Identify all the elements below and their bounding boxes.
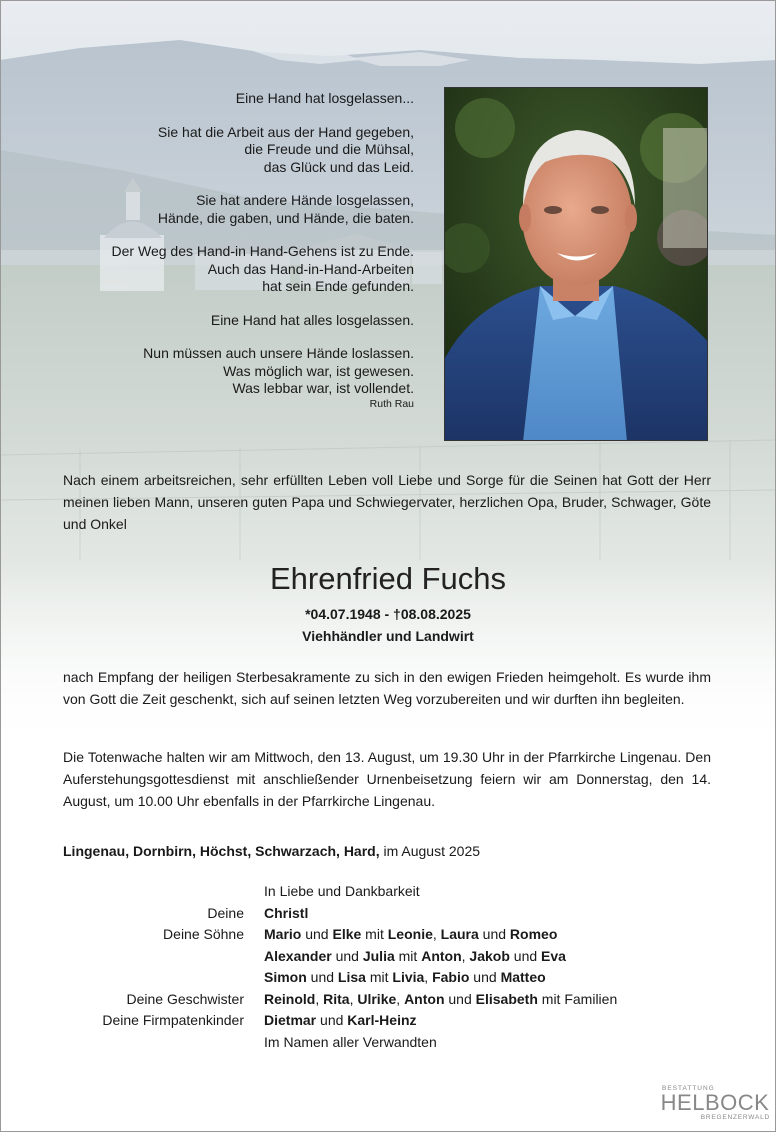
mourner-connector: und	[444, 990, 476, 1007]
mourner-connector: mit	[394, 947, 422, 964]
mourner-connector: und	[331, 947, 363, 964]
mourner-name: Eva	[541, 947, 566, 964]
mourner-connector: mit	[365, 969, 393, 985]
mourner-name: Elke	[332, 926, 362, 942]
mourner-names	[264, 1010, 417, 1032]
mourner-connector: ,	[432, 926, 441, 942]
mourner-connector: ,	[315, 990, 324, 1007]
mourner-relation: Deine Söhne	[163, 926, 244, 942]
mourner-name: Rita	[323, 990, 350, 1007]
paragraph-farewell: nach Empfang der heiligen Sterbesakramente zu sich in den ewigen Frieden heimgeholt. Es wurde ihm von Gott die Zeit geschenkt, sich auf seinen letzten Weg vorzubereiten und wir durften ihn begleiten.	[63, 669, 711, 707]
mourner-row	[0, 989, 776, 1011]
mourner-name: Mario	[264, 926, 302, 942]
deceased-name: Ehrenfried Fuchs	[269, 561, 507, 596]
mourner-name: Ulrike	[357, 990, 397, 1007]
mourner-connector: und	[469, 969, 501, 985]
poem-line: Was möglich war, ist gewesen.	[223, 362, 414, 379]
mourner-connector: ,	[349, 990, 358, 1007]
mourner-row	[0, 924, 776, 946]
mourner-name: Lisa	[337, 969, 366, 985]
paragraph-funeral-details: Die Totenwache halten wir am Mittwoch, den 13. August, um 19.30 Uhr in der Pfarrkirche Lingenau. Den Auferstehungsgottesdienst mit anschließender Urnenbeisetzung feiern wir am Donnerstag, den 14. August, um 10.00 Uhr ebenfalls in der Pfarrkirche Lingenau.	[63, 749, 711, 809]
mourner-row	[0, 967, 776, 989]
poem-stanza	[54, 345, 414, 410]
poem	[54, 90, 414, 410]
mourner-relation	[0, 946, 264, 968]
poem-line: Sie hat die Arbeit aus der Hand gegeben,	[157, 123, 414, 140]
mourners-list	[0, 881, 776, 1053]
mourner-name: Livia	[392, 969, 425, 985]
mourner-name: Christl	[264, 904, 309, 921]
mourner-name: Reinold	[264, 990, 316, 1007]
occupation: Viehhändler und Landwirt	[302, 628, 474, 644]
mourner-name: Jakob	[469, 947, 510, 964]
poem-line: das Glück und das Leid.	[263, 158, 414, 175]
poem-author: Ruth Rau	[369, 397, 414, 410]
poem-line: Der Weg des Hand-in Hand-Gehens ist zu Ende.	[111, 243, 414, 259]
mourners-opening-row	[0, 881, 776, 903]
poem-line: Was lebbar war, ist vollendet.	[232, 380, 414, 396]
poem-line: Eine Hand hat alles losgelassen.	[210, 311, 414, 328]
mourner-names	[264, 924, 557, 946]
mourner-connector: und	[306, 969, 338, 985]
mourner-name: Romeo	[509, 926, 558, 942]
poem-line: Eine Hand hat losgelassen...	[235, 90, 414, 106]
poem-line: Auch das Hand-in-Hand-Arbeiten	[207, 260, 414, 277]
mourner-relation: Deine	[207, 904, 244, 921]
poem-stanza	[54, 312, 414, 330]
mourner-row	[0, 946, 776, 968]
mourner-connector: ,	[396, 990, 405, 1007]
mourner-name: Dietmar	[264, 1012, 317, 1028]
mourner-connector: mit Familien	[537, 990, 618, 1007]
mourner-row	[0, 1010, 776, 1032]
mourner-relation	[0, 967, 264, 989]
mourner-name: Laura	[440, 926, 479, 942]
poem-stanza	[54, 124, 414, 177]
mourner-connector: und	[316, 1012, 348, 1028]
intro-text: Nach einem arbeitsreichen, sehr erfüllten Leben voll Liebe und Sorge für die Seinen hat Gott der Herr meinen lieben Mann, unseren guten Papa und Schwiegervater, herzlichen Opa, Bruder, Schwager, Göte und Onkel	[63, 472, 711, 532]
poem-line: die Freude und die Mühsal,	[244, 141, 414, 157]
mourner-connector: ,	[424, 969, 433, 985]
mourner-names	[264, 967, 546, 989]
funeral-home-logo	[660, 1085, 770, 1121]
logo-main-text: HELBOCK	[660, 1090, 770, 1115]
places-date: im August 2025	[383, 843, 481, 859]
life-dates: *04.07.1948 - †08.08.2025	[305, 606, 471, 622]
poem-stanza	[54, 192, 414, 227]
mourner-names	[264, 946, 566, 968]
portrait-image	[445, 88, 708, 441]
mourner-connector: und	[301, 926, 333, 942]
mourner-name: Simon	[264, 969, 307, 985]
poem-line: Hände, die gaben, und Hände, die baten.	[157, 209, 414, 226]
poem-line: Sie hat andere Hände losgelassen,	[196, 192, 414, 208]
mourner-name: Alexander	[264, 947, 332, 964]
mourner-name: Anton	[421, 947, 462, 964]
portrait-photo	[444, 87, 708, 441]
mourners-opening: In Liebe und Dankbarkeit	[264, 883, 420, 899]
mourner-name: Elisabeth	[475, 990, 538, 1007]
logo-bottom-text: BREGENZERWALD	[700, 1114, 770, 1121]
mourner-names	[264, 903, 308, 925]
mourner-name: Julia	[362, 947, 395, 964]
mourner-connector: ,	[461, 947, 470, 964]
mourner-name: Karl-Heinz	[347, 1012, 417, 1028]
mourner-name: Anton	[404, 990, 445, 1007]
mourner-connector: und	[509, 947, 542, 964]
mourners-closing: Im Namen aller Verwandten	[264, 1033, 437, 1050]
mourner-name: Leonie	[387, 926, 433, 942]
mourner-relation: Deine Firmpatenkinder	[102, 1012, 244, 1028]
mourner-relation: Deine Geschwister	[126, 990, 244, 1007]
poem-stanza	[54, 243, 414, 296]
places-names: Lingenau, Dornbirn, Höchst, Schwarzach, Hard,	[63, 843, 380, 859]
poem-line: hat sein Ende gefunden.	[262, 278, 414, 294]
mourners-closing-row	[0, 1032, 776, 1054]
mourner-connector: mit	[361, 926, 388, 942]
mourner-row	[0, 903, 776, 925]
poem-line: Nun müssen auch unsere Hände loslassen.	[143, 345, 414, 361]
poem-stanza	[54, 90, 414, 108]
mourner-names	[264, 989, 617, 1011]
mourner-name: Matteo	[500, 969, 546, 985]
places-line	[63, 840, 480, 862]
mourner-connector: und	[478, 926, 510, 942]
logo-top-text: BESTATTUNG	[662, 1085, 715, 1092]
mourner-name: Fabio	[432, 969, 470, 985]
